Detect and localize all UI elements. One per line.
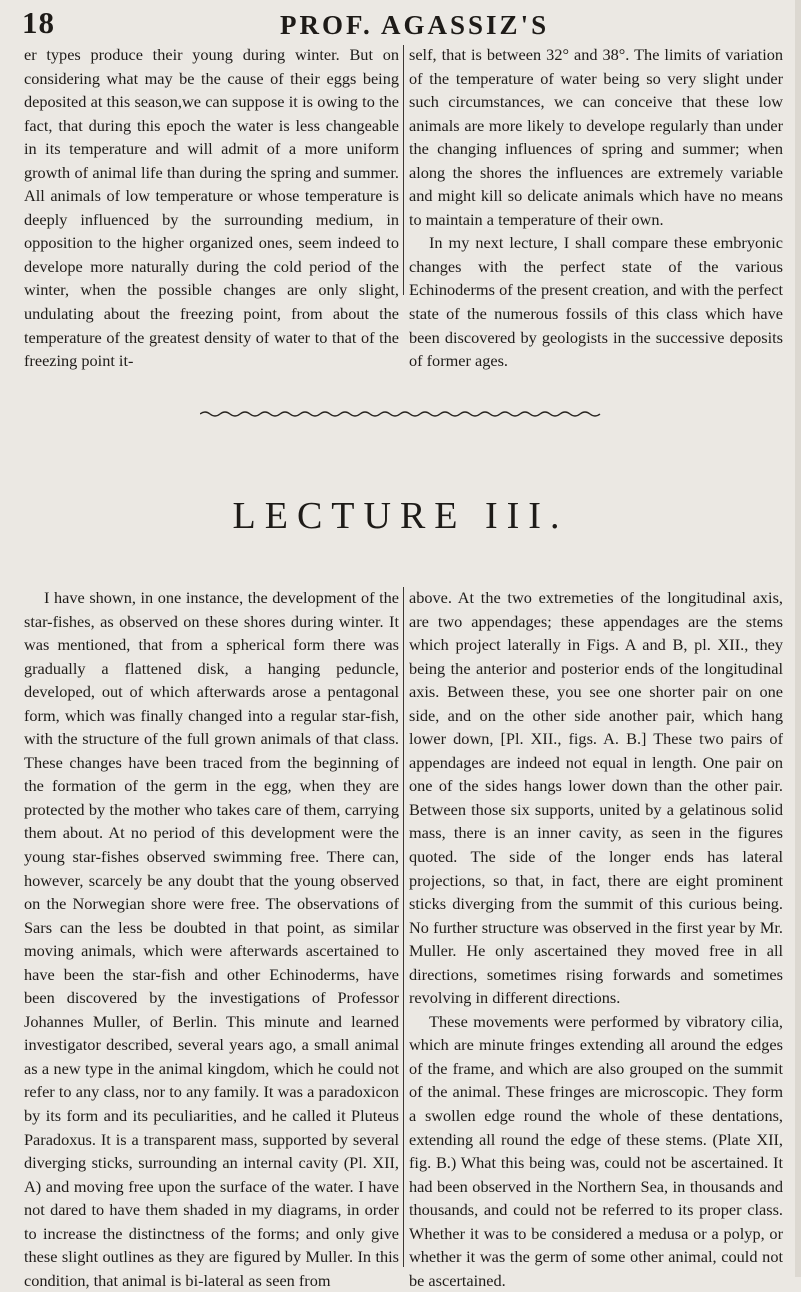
paragraph: These movements were performed by vibratory cilia, which are minute fringes extending all around the edges of the frame, and which are also grouped on the summit of the animal. These fringes are microscopic. They form a swollen edge round the whole of these dentations, extending all round the edge of these stems. (Plate XII, fig. B.) What this being was, could not be ascertained. It had been observed in the Northern Sea, in thousands and thousands, and could not be referred to its proper class. Whether it was to be considered a medusa or a polyp, or whether it was the germ of some other animal, could not be ascertained.	[409, 1011, 783, 1290]
lecture-right-column	[409, 586, 783, 1292]
paragraph: I have shown, in one instance, the development of the star-fishes, as observed on these shores during winter. It was mentioned, that from a spherical form there was gradually a flattened disk, a hanging peduncle, developed, out of which afterwards arose a pentagonal form, which was finally changed into a regular star-fish, with the structure of the full grown animals of that class. These changes have been traced from the beginning of the formation of the germ in the egg, when they are protected by the mother who takes care of them, carrying them about. At no period of this development were the young star-fishes observed swimming free. There can, however, scarcely be any doubt that the young observed on the Norwegian shore were free. The observations of Sars can the less be doubted in that point, as similar moving animals, which were afterwards ascertained to have been the star-fish and other Echinoderms, have been discovered by the investigations of Professor Johannes Muller, of Berlin. This minute and learned investigator described, several years ago, a small animal as a new type in the animal kingdom, which he could not refer to any class, nor to any family. It was a paradoxicon by its form and its peculiarities, and he called it Pluteus Paradoxus. It is a transparent mass, supported by several diverging sticks, surrounding an internal cavity (Pl. XII, A) and moving free upon the surface of the water. I have not dared to have them shaded in my diagrams, in order to increase the distinctness of the forms; and only give these slight outlines as they are figured by Muller. In this condition, that animal is bi-lateral as seen from	[24, 588, 399, 1290]
page-edge	[795, 0, 801, 1277]
ornamental-wavy-rule	[200, 410, 605, 418]
lecture-left-column	[24, 586, 399, 1292]
column-divider	[403, 45, 404, 295]
paragraph: self, that is between 32° and 38°. The limits of variation of the temperature of water being so very slight under such circumstances, we can conceive that these low animals are more likely to develope regularly than under the changing influences of spring and summer; when along the shores the influences are extremely variable and might kill so delicate animals which have no means to maintain a temperature of their own.	[409, 45, 783, 229]
paragraph: er types produce their young during winter. But on considering what may be the cause of their eggs being deposited at this season,we can suppose it is owing to the fact, that during this epoch the water is less changeable in its temperature and will admit of a more uniform growth of animal life than during the spring and summer. All animals of low temperature or whose temperature is deeply influenced by the surrounding medium, in opposition to the higher organized ones, seem indeed to develope more naturally during the cold period of the winter, when the possible changes are only slight, undulating about the freezing point, from about the temperature of the greatest density of water to that of the freezing point it-	[24, 45, 399, 371]
page-number: 18	[22, 5, 55, 40]
paragraph: In my next lecture, I shall compare these embryonic changes with the perfect state of the various Echinoderms of the present creation, and with the perfect state of the numerous fossils of this class which have been discovered by geologists in the successive deposits of former ages.	[409, 233, 783, 371]
running-title: PROF. AGASSIZ'S	[280, 10, 550, 40]
paragraph: above. At the two extremeties of the longitudinal axis, are two appendages; these appendages are the stems which project laterally in Figs. A and B, pl. XII., they being the anterior and posterior ends of the longitudinal axis. Between these, you see one shorter pair on one side, and on the other side another pair, which hang lower down, [Pl. XII., figs. A. B.] These two pairs of appendages are indeed not equal in length. One pair on one of the sides hangs lower down than the other pair. Between those six supports, united by a gelatinous solid mass, there is an inner cavity, as seen in the figures quoted. The side of the longer ends has lateral projections, so that, in fact, there are eight prominent sticks diverging from the summit of this curious being. No further structure was observed in the first year by Mr. Muller. He only ascertained they moved free in all directions, sometimes rising forwards and sometimes revolving in different directions.	[409, 588, 783, 1008]
top-right-column	[409, 43, 783, 373]
top-left-column	[24, 43, 399, 373]
lecture-heading: LECTURE III.	[232, 495, 569, 537]
column-divider	[403, 587, 404, 1267]
